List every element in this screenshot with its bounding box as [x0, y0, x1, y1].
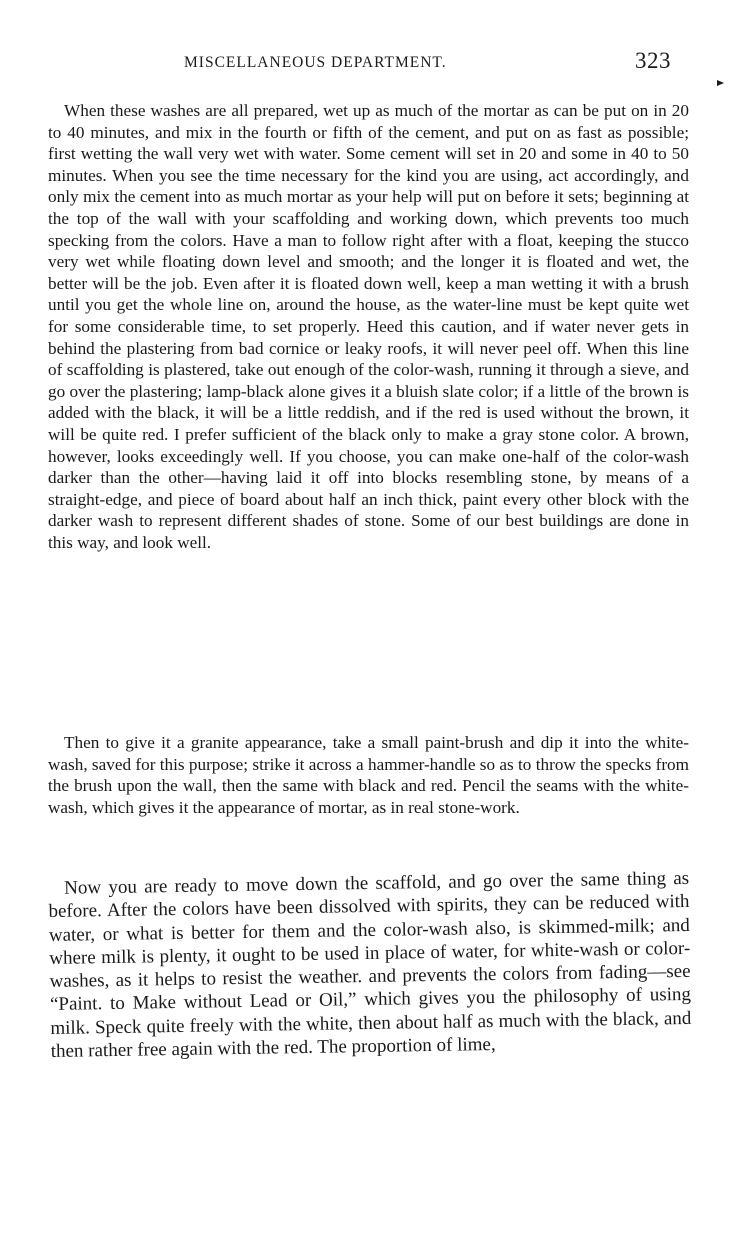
paragraph-move-scaffold: Now you are ready to move down the scaffold, and go over the same thing as before. After the colors have been dissolved with spirits, they can be reduced with water, or what is better for them and the color-wash also, is skimmed-milk; and where milk is plenty, it ought to be used in place of water, for white-wash or color-washes, as it helps to resist the weather. and prevents the colors from fading—see “Paint. to Make without Lead or Oil,” which gives you the philosophy of using milk. Speck quite freely with the white, then about half as much with the black, and then rather free again with the red. The proportion of lime, [48, 867, 692, 1063]
page-header-title: MISCELLANEOUS DEPARTMENT. [184, 54, 447, 71]
paragraph-stucco-application: When these washes are all prepared, wet up as much of the mortar as can be put on in 20 to 40 minutes, and mix in the fourth or fifth of the cement, and put on as fast as possible; first wetting the wall very wet with water. Some cement will set in 20 and some in 40 to 50 minutes. When you see the time necessary for the kind you are using, act accordingly, and only mix the cement into as much mortar as your help will put on before it sets; beginning at the top of the wall with your scaffolding and working down, which prevents too much specking from the colors. Have a man to follow right after with a float, keeping the stucco very wet while floating down level and smooth; and the longer it is floated and wet, the better will be the job. Even after it is floated down well, keep a man wetting it with a brush until you get the whole line on, around the house, as the water-line must be kept quite wet for some considerable time, to set properly. Heed this caution, and if water never gets in behind the plastering from bad cornice or leaky roofs, it will never peel off. When this line of scaffolding is plastered, take out enough of the color-wash, running it through a sieve, and go over the plastering; lamp-black alone gives it a bluish slate color; if a little of the brown is added with the black, it will be a little reddish, and if the red is used without the brown, it will be quite red. I prefer sufficient of the black only to make a gray stone color. A brown, however, looks exceedingly well. If you choose, you can make one-half of the color-wash darker than the other—having laid it off into blocks resembling stone, by means of a straight-edge, and piece of board about half an inch thick, paint every other block with the darker wash to represent different shades of stone. Some of our best buildings are done in this way, and look well. [48, 101, 689, 552]
paragraph-granite-appearance: Then to give it a granite appearance, take a small paint-brush and dip it into the white-wash, saved for this purpose; strike it across a hammer-handle so as to throw the specks from the brush upon the wall, then the same with black and red. Pencil the seams with the white-wash, which gives it the appearance of mortar, as in real stone-work. [48, 733, 689, 817]
running-head [50, 48, 685, 82]
page-number: 323 [635, 48, 671, 73]
margin-arrow-icon [717, 80, 724, 86]
